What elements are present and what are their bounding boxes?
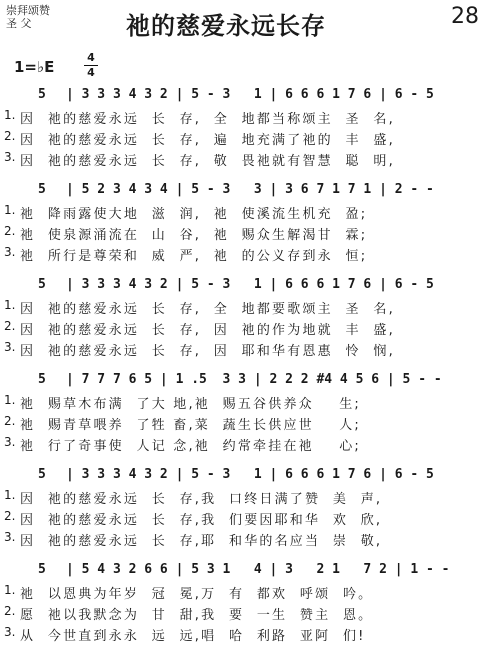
verse-number: 1.: [4, 203, 16, 217]
notation-row: [0, 276, 491, 296]
verse-number: 3.: [4, 340, 16, 354]
meter-top: 4: [87, 51, 95, 64]
lyric-line: [0, 581, 491, 602]
lyric-text: 祂 降雨露使大地 滋 润, 祂 使溪流生机充 盈;: [20, 207, 368, 222]
lyric-line: [0, 412, 491, 433]
verse-number: 2.: [4, 319, 16, 333]
lyric-line: [0, 317, 491, 338]
verse-number: 1.: [4, 583, 16, 597]
lyric-text: 祂 赐草木布满 了大 地,祂 赐五谷供养众 生;: [20, 397, 361, 412]
meter-bottom: 4: [87, 66, 95, 79]
verse-number: 2.: [4, 414, 16, 428]
time-signature: [84, 52, 98, 79]
pickup-note: 5: [38, 182, 46, 197]
lyric-line: [0, 391, 491, 412]
lyric-text: 祂 所行是尊荣和 威 严, 祂 的公义存到永 恒;: [20, 249, 368, 264]
lyric-text: 从 今世直到永永 远 远,唱 哈 利路 亚阿 们!: [20, 629, 366, 644]
key-signature: [14, 52, 134, 82]
lyric-text: 因 祂的慈爱永远 长 存, 因 祂的作为地就 丰 盛,: [20, 323, 395, 338]
hymn-header: [0, 0, 491, 48]
lyric-text: 祂 赐青草喂养 了牲 畜,菜 蔬生长供应世 人;: [20, 418, 361, 433]
lyric-line: [0, 148, 491, 169]
lyric-text: 因 祂的慈爱永远 长 存, 遍 地充满了祂的 丰 盛,: [20, 133, 395, 148]
pickup-note: 5: [38, 87, 46, 102]
lyric-line: [0, 222, 491, 243]
lyric-line: [0, 528, 491, 549]
lyric-text: 因 祂的慈爱永远 长 存, 因 耶和华有恩惠 怜 悯,: [20, 344, 395, 359]
lyric-line: [0, 338, 491, 359]
music-system-6: [0, 561, 491, 644]
hymnal-section-label: [6, 4, 50, 30]
verse-number: 3.: [4, 530, 16, 544]
lyric-line: [0, 296, 491, 317]
music-system-1: [0, 86, 491, 169]
lyric-line: [0, 201, 491, 222]
verse-number: 3.: [4, 245, 16, 259]
lyric-line: [0, 623, 491, 644]
pickup-note: 5: [38, 562, 46, 577]
verse-number: 2.: [4, 604, 16, 618]
music-system-2: [0, 181, 491, 264]
music-system-5: [0, 466, 491, 549]
verse-number: 2.: [4, 129, 16, 143]
lyric-line: [0, 602, 491, 623]
lyric-line: [0, 486, 491, 507]
music-system-3: [0, 276, 491, 359]
music-system-4: [0, 371, 491, 454]
lyric-line: [0, 127, 491, 148]
note-measures: | 5 4 3 2 6 6 | 5 3 1 4 | 3 2 1 7 2 | 1 - -: [66, 562, 450, 577]
verse-number: 3.: [4, 435, 16, 449]
notation-row: [0, 466, 491, 486]
notation-row: [0, 561, 491, 581]
note-measures: | 7 7 7 6 5 | 1 .5 3 3 | 2 2 2 #4 4 5 6 | 5 - -: [66, 372, 442, 387]
lyric-text: 因 祂的慈爱永远 长 存,我 口终日满了赞 美 声,: [20, 492, 383, 507]
pickup-note: 5: [38, 372, 46, 387]
note-measures: | 3 3 3 4 3 2 | 5 - 3 1 | 6 6 6 1 7 6 | 6 - 5: [66, 467, 434, 482]
verse-number: 3.: [4, 625, 16, 639]
verse-number: 3.: [4, 150, 16, 164]
lyric-line: [0, 433, 491, 454]
note-measures: | 5 2 3 4 3 4 | 5 - 3 3 | 3 6 7 1 7 1 | 2 - -: [66, 182, 434, 197]
verse-number: 1.: [4, 393, 16, 407]
notation-row: [0, 181, 491, 201]
verse-number: 2.: [4, 509, 16, 523]
lyric-text: 祂 以恩典为年岁 冠 冕,万 有 都欢 呼颂 吟。: [20, 587, 374, 602]
notation-row: [0, 371, 491, 391]
pickup-note: 5: [38, 277, 46, 292]
lyric-text: 祂 行了奇事使 人记 念,祂 约常牵挂在祂 心;: [20, 439, 361, 454]
hymnal-subcategory: 圣 父: [6, 17, 32, 30]
note-measures: | 3 3 3 4 3 2 | 5 - 3 1 | 6 6 6 1 7 6 | 6 - 5: [66, 87, 434, 102]
hymnal-category: 崇拜颂赞: [6, 4, 50, 17]
lyric-text: 因 祂的慈爱永远 长 存, 全 地都当称颂主 圣 名,: [20, 112, 395, 127]
verse-number: 2.: [4, 224, 16, 238]
lyric-text: 因 祂的慈爱永远 长 存,我 们要因耶和华 欢 欣,: [20, 513, 383, 528]
note-measures: | 3 3 3 4 3 2 | 5 - 3 1 | 6 6 6 1 7 6 | 6 - 5: [66, 277, 434, 292]
key-label: 1=♭E: [14, 58, 55, 76]
lyric-text: 因 祂的慈爱永远 长 存, 敬 畏祂就有智慧 聪 明,: [20, 154, 395, 169]
lyric-line: [0, 507, 491, 528]
lyric-line: [0, 106, 491, 127]
verse-number: 1.: [4, 108, 16, 122]
pickup-note: 5: [38, 467, 46, 482]
hymn-number: 28: [451, 4, 479, 29]
lyric-text: 因 祂的慈爱永远 长 存,耶 和华的名应当 崇 敬,: [20, 534, 383, 549]
lyric-text: 因 祂的慈爱永远 长 存, 全 地都要歌颂主 圣 名,: [20, 302, 395, 317]
lyric-text: 愿 祂以我默念为 甘 甜,我 要 一生 赞主 恩。: [20, 608, 374, 623]
notation-row: [0, 86, 491, 106]
verse-number: 1.: [4, 298, 16, 312]
hymn-title: 祂的慈爱永远长存: [126, 12, 326, 40]
verse-number: 1.: [4, 488, 16, 502]
lyric-text: 祂 使泉源涌流在 山 谷, 祂 赐众生解渴甘 霖;: [20, 228, 368, 243]
lyric-line: [0, 243, 491, 264]
